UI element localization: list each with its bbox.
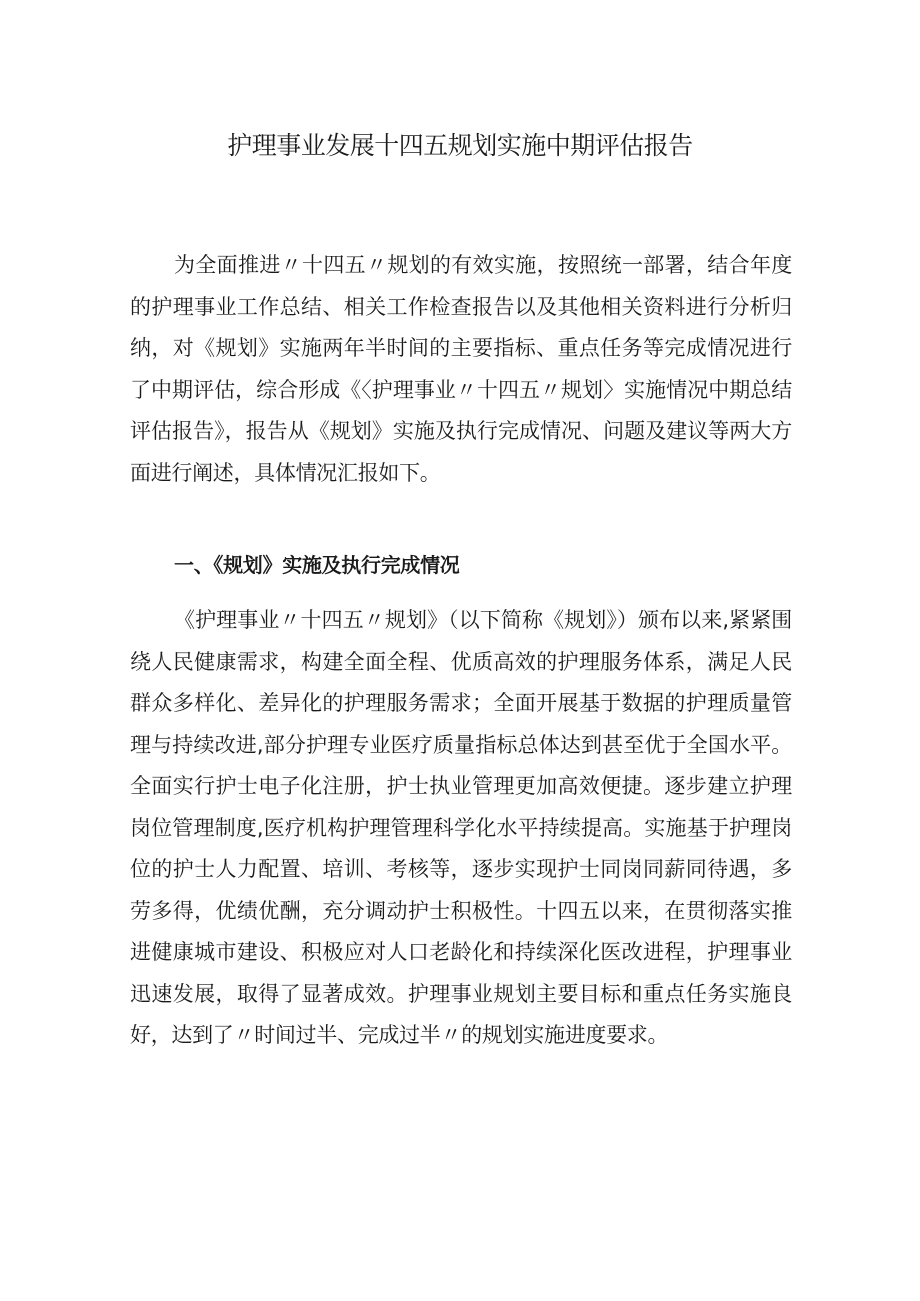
intro-paragraph: 为全面推进〃十四五〃规划的有效实施，按照统一部署，结合年度的护理事业工作总结、相关工作检查报告以及其他相关资料进行分析归纳，对《规划》实施两年半时间的主要指标、重点任务等完成情况进行了中期评估，综合形成《〈护理事业〃十四五〃规划〉实施情况中期总结评估报告》，报告从《规划》实施及执行完成情况、问题及建议等两大方面进行阐述，具体情况汇报如下。: [130, 253, 792, 485]
document-title: 护理事业发展十四五规划实施中期评估报告: [227, 131, 693, 160]
section-paragraph: 《护理事业〃十四五〃规划》（以下简称《规划》）颁布以来,紧紧围绕人民健康需求，构建全面全程、优质高效的护理服务体系，满足人民群众多样化、差异化的护理服务需求；全面开展基于数据的护理质量管理与持续改进,部分护理专业医疗质量指标总体达到甚至优于全国水平。全面实行护士电子化注册，护士执业管理更加高效便捷。逐步建立护理岗位管理制度,医疗机构护理管理科学化水平持续提高。实施基于护理岗位的护士人力配置、培训、考核等，逐步实现护士同岗同薪同待遇，多劳多得，优绩优酬，充分调动护士积极性。十四五以来，在贯彻落实推进健康城市建设、积极应对人口老龄化和持续深化医改进程，护理事业迅速发展，取得了显著成效。护理事业规划主要目标和重点任务实施良好，达到了〃时间过半、完成过半〃的规划实施进度要求。: [130, 608, 792, 1047]
section-heading: 一、《规划》实施及执行完成情况: [174, 553, 460, 577]
